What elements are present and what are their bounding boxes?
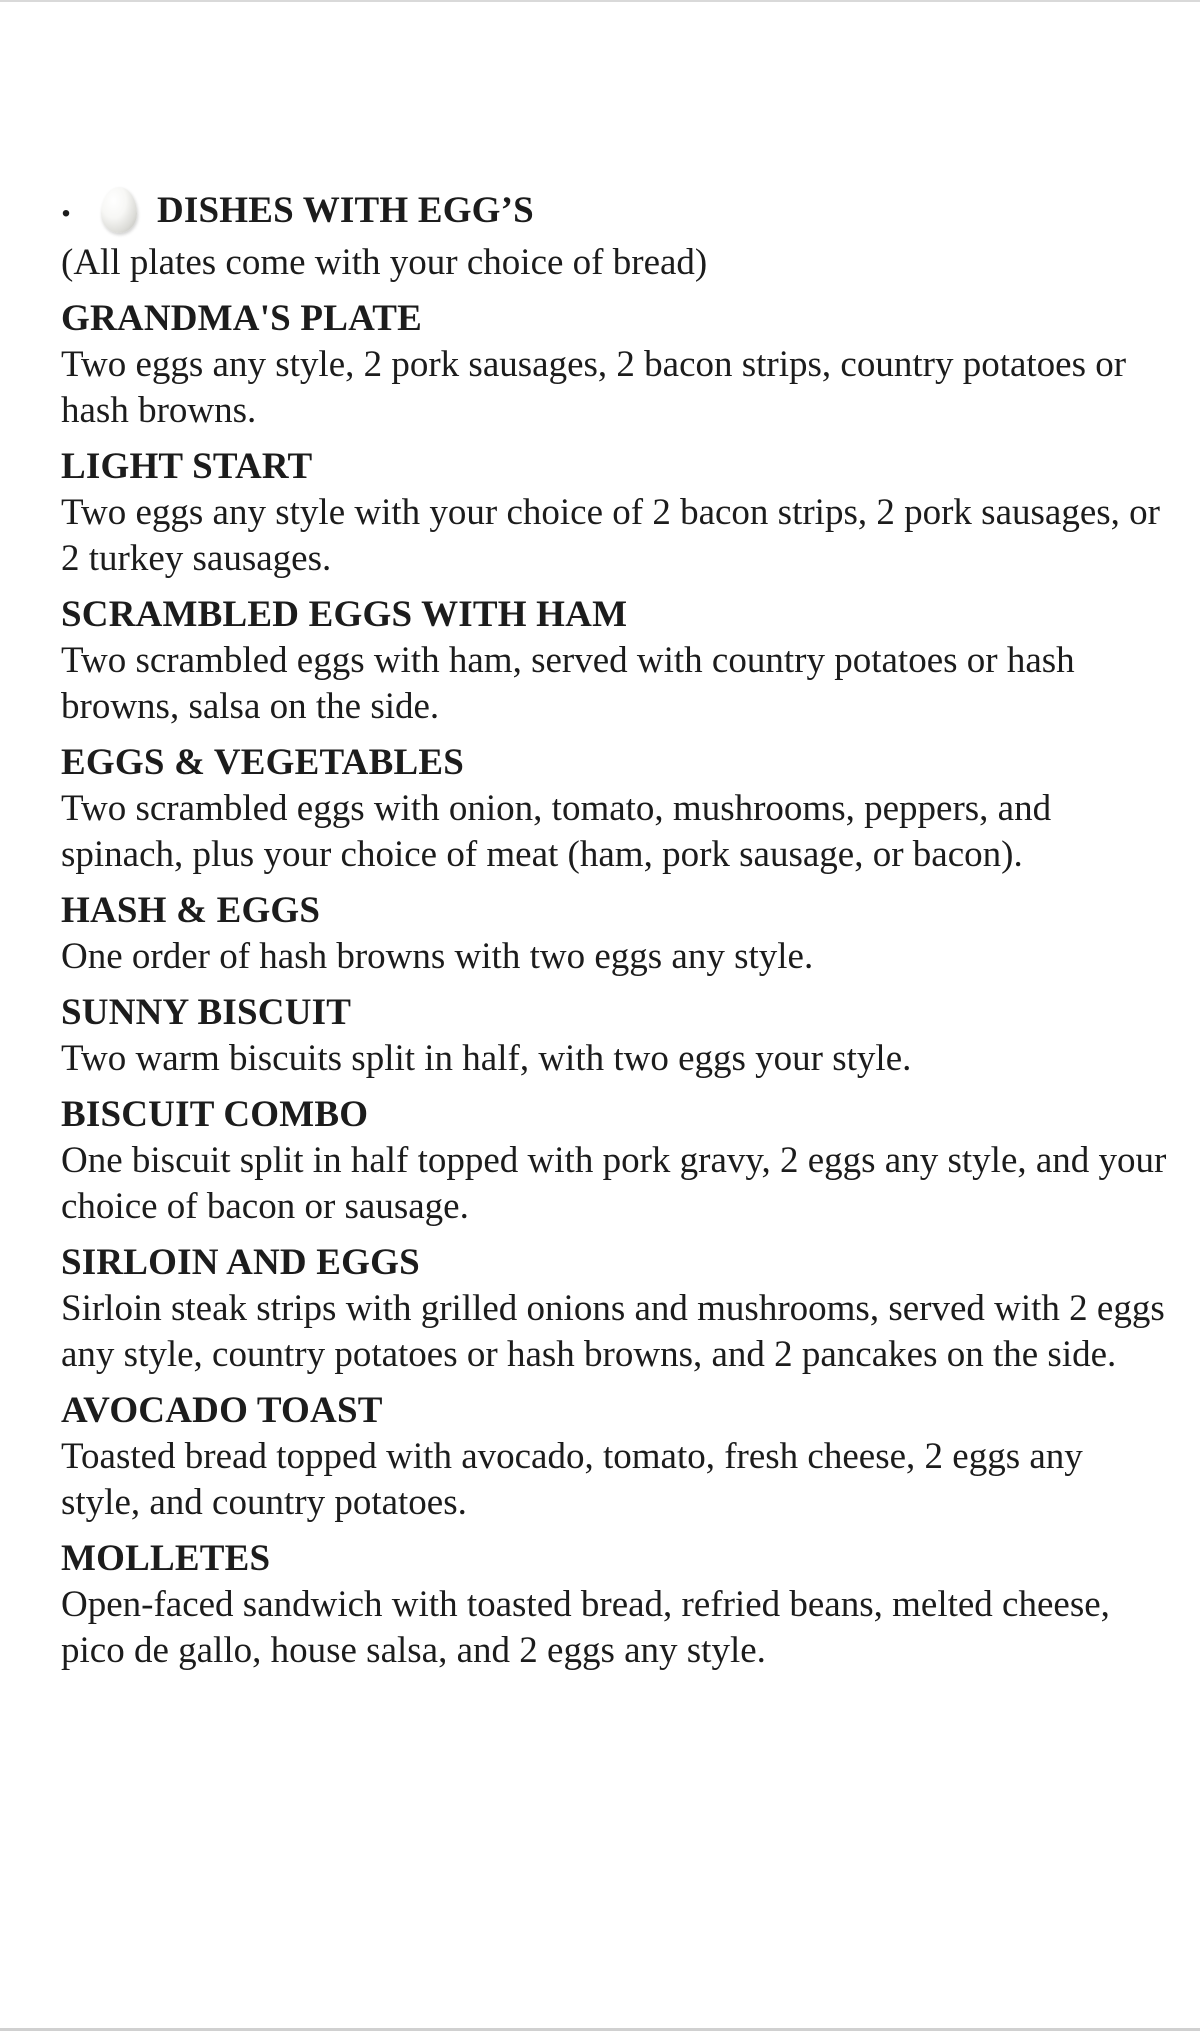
item-description: One order of hash browns with two eggs any style. — [61, 936, 814, 977]
menu-item-biscuit-combo — [61, 1092, 1171, 1230]
item-name: SCRAMBLED EGGS WITH HAM — [61, 594, 628, 635]
item-name: SUNNY BISCUIT — [61, 992, 352, 1033]
section-title: DISHES WITH EGG’S — [157, 189, 534, 231]
item-description: Open-faced sandwich with toasted bread, refried beans, melted cheese, pico de gallo, house salsa, and 2 eggs any style. — [61, 1584, 1110, 1671]
bullet-mark: . — [61, 180, 71, 225]
menu-item-hash-and-eggs — [61, 888, 1171, 980]
item-name: EGGS & VEGETABLES — [61, 742, 464, 783]
menu-item-avocado-toast — [61, 1388, 1171, 1526]
menu-item-sirloin-and-eggs — [61, 1240, 1171, 1378]
top-divider — [0, 0, 1200, 2]
item-description: Two warm biscuits split in half, with two eggs your style. — [61, 1038, 912, 1079]
menu-item-molletes — [61, 1536, 1171, 1674]
item-name: MOLLETES — [61, 1538, 271, 1579]
item-description: Toasted bread topped with avocado, tomato, fresh cheese, 2 eggs any style, and country potatoes. — [61, 1436, 1083, 1523]
menu-item-grandmas-plate — [61, 296, 1171, 434]
item-name: LIGHT START — [61, 446, 313, 487]
section-note: (All plates come with your choice of bread) — [61, 242, 708, 283]
section-header — [61, 180, 1171, 236]
item-description: Two eggs any style, 2 pork sausages, 2 bacon strips, country potatoes or hash browns. — [61, 344, 1127, 431]
item-name: HASH & EGGS — [61, 890, 321, 931]
item-name: GRANDMA'S PLATE — [61, 298, 423, 339]
item-description: Two eggs any style with your choice of 2 bacon strips, 2 pork sausages, or 2 turkey sausages. — [61, 492, 1160, 579]
menu-item-scrambled-eggs-with-ham — [61, 592, 1171, 730]
menu-item-eggs-and-vegetables — [61, 740, 1171, 878]
item-name: BISCUIT COMBO — [61, 1094, 369, 1135]
menu-item-sunny-biscuit — [61, 990, 1171, 1082]
egg-icon — [101, 187, 137, 233]
item-description: Two scrambled eggs with ham, served with country potatoes or hash browns, salsa on the side. — [61, 640, 1075, 727]
item-description: Sirloin steak strips with grilled onions and mushrooms, served with 2 eggs any style, country potatoes or hash browns, and 2 pancakes on the side. — [61, 1288, 1165, 1375]
menu-section — [61, 180, 1171, 1684]
item-description: One biscuit split in half topped with pork gravy, 2 eggs any style, and your choice of bacon or sausage. — [61, 1140, 1167, 1227]
item-name: AVOCADO TOAST — [61, 1390, 383, 1431]
menu-item-light-start — [61, 444, 1171, 582]
item-description: Two scrambled eggs with onion, tomato, mushrooms, peppers, and spinach, plus your choice of meat (ham, pork sausage, or bacon). — [61, 788, 1052, 875]
item-name: SIRLOIN AND EGGS — [61, 1242, 420, 1283]
